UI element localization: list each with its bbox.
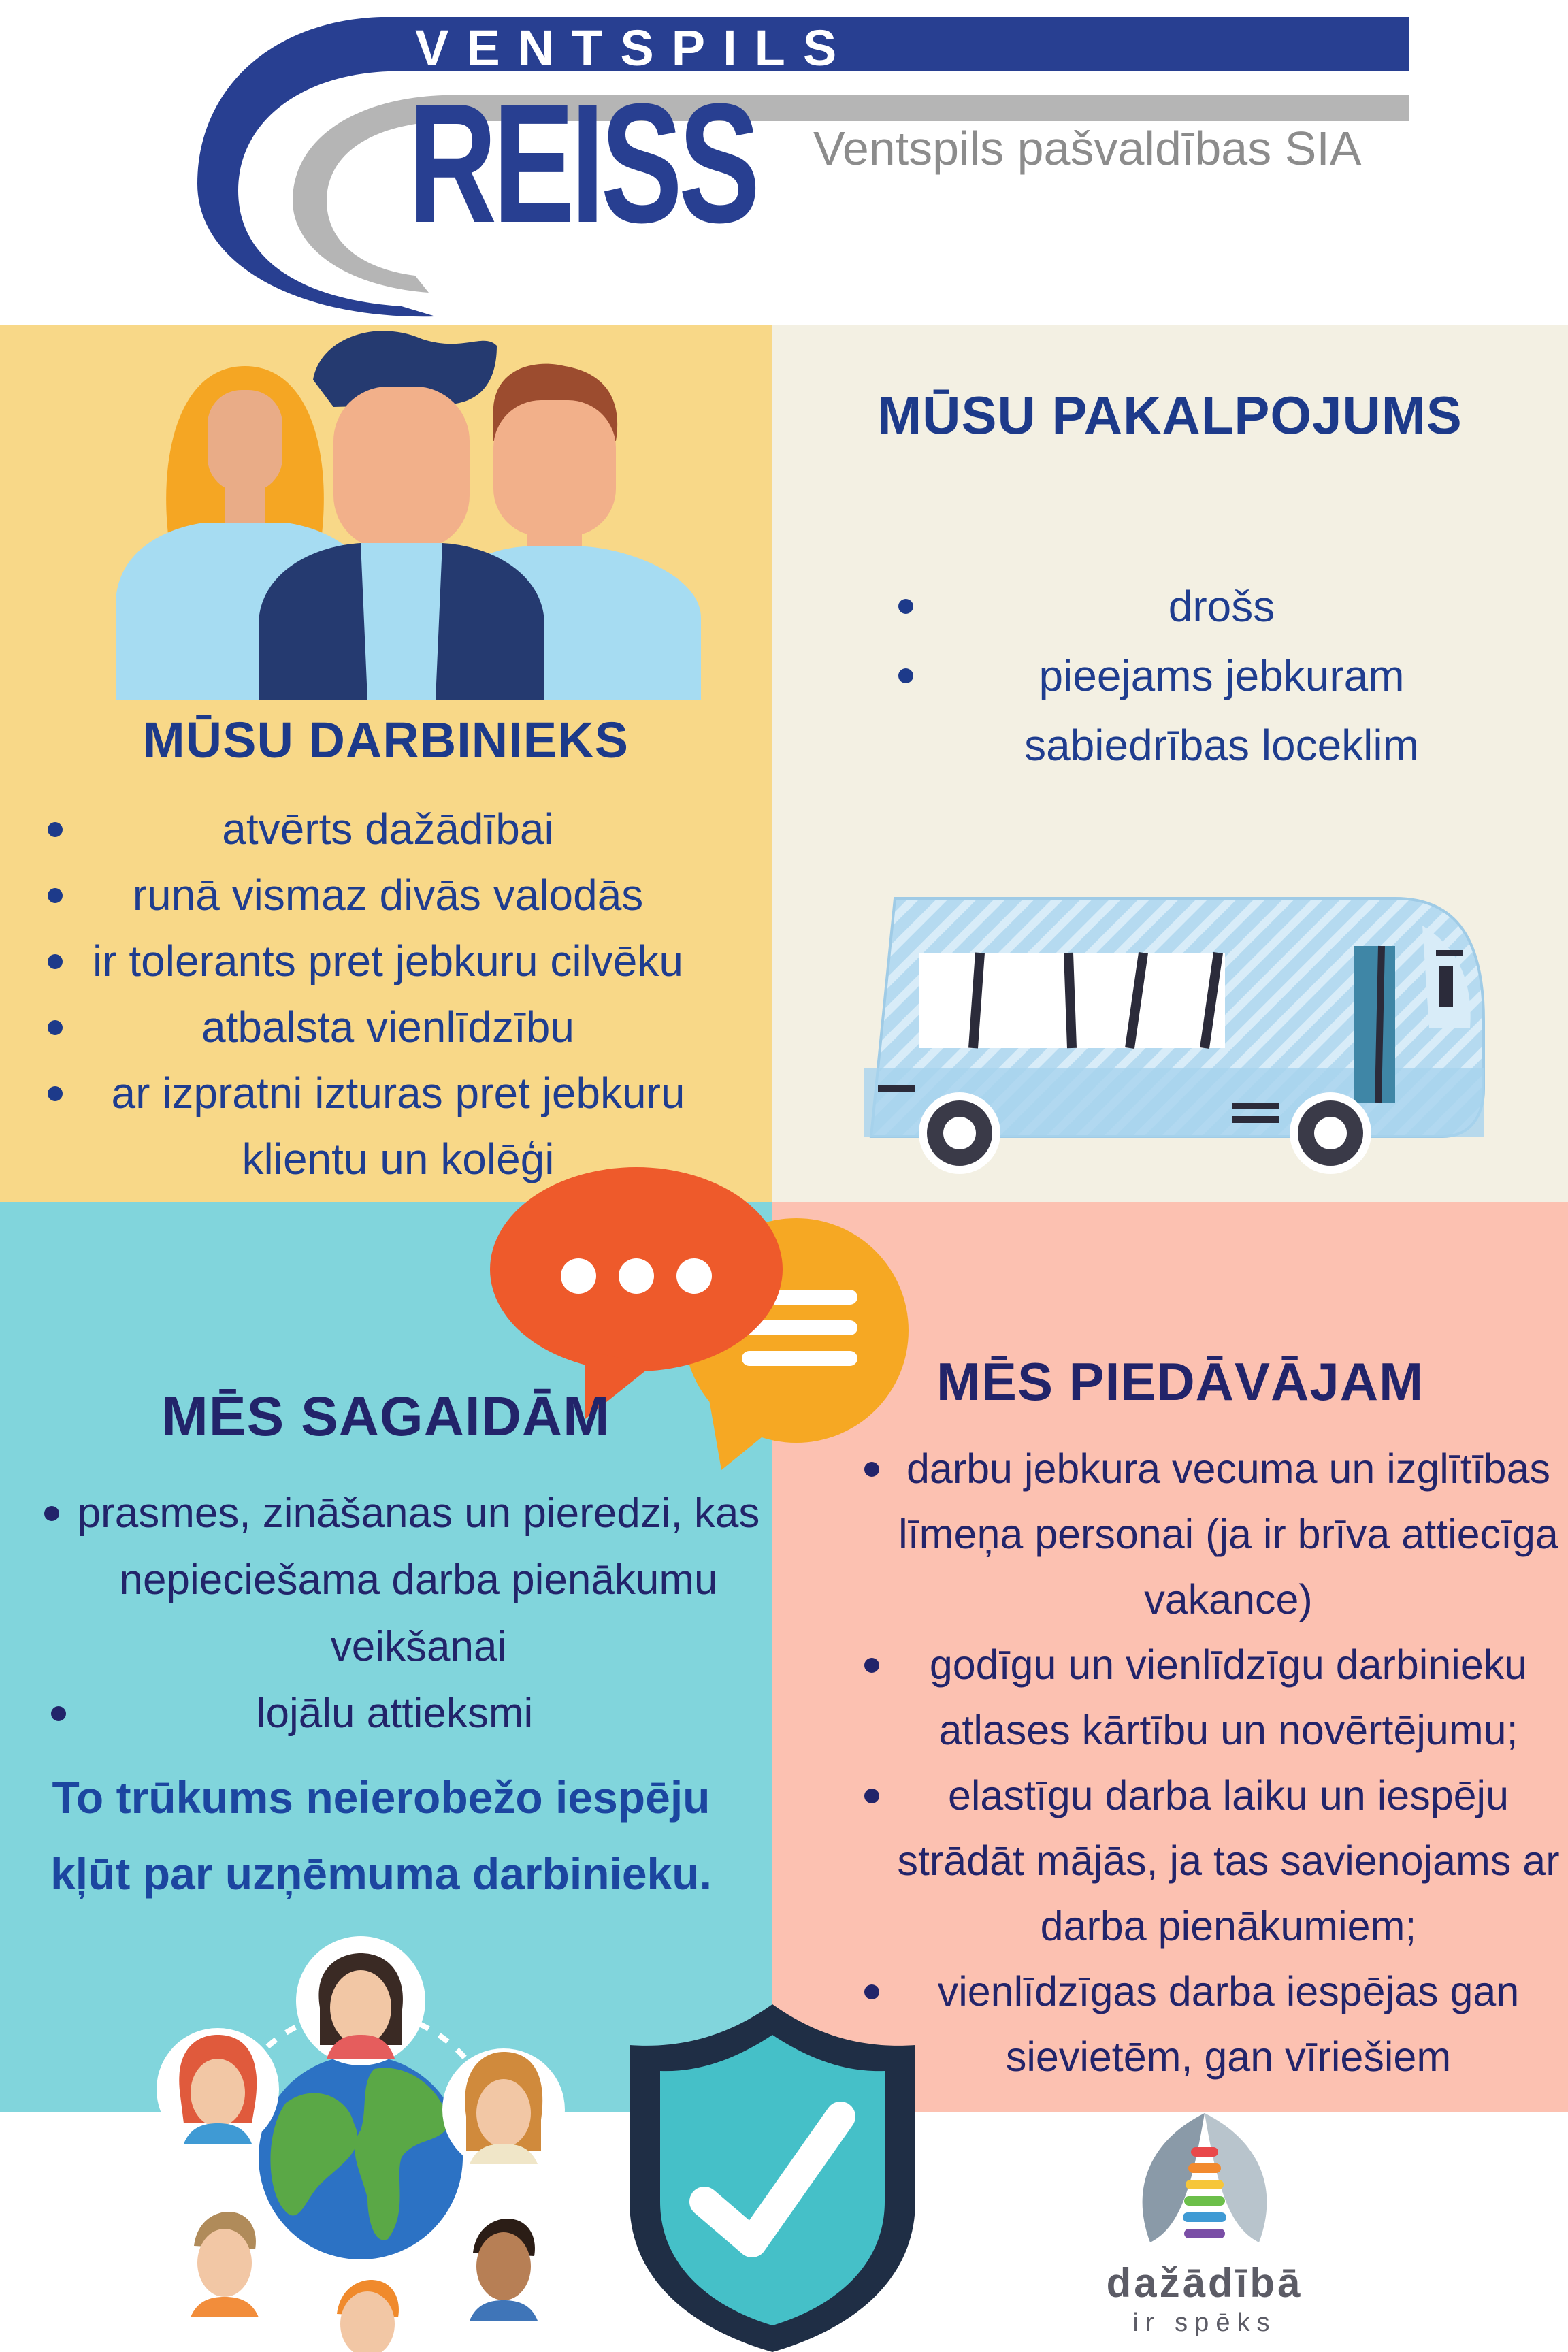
employee-item-text: atvērts dažādībai <box>222 804 554 853</box>
expect-item-text: lojālu attieksmi <box>256 1690 534 1737</box>
service-list <box>878 572 1545 780</box>
list-item <box>844 1763 1565 1959</box>
employee-item-text: ar izpratni izturas pret jebkuru klientu un kolēģi <box>111 1068 685 1183</box>
bullet-icon <box>48 822 63 837</box>
service-heading: MŪSU PAKALPOJUMS <box>877 385 1463 445</box>
list-item <box>27 1480 762 1680</box>
avatar-man-bottom <box>313 2273 422 2352</box>
avatar-woman-left <box>157 2028 279 2151</box>
offer-item-text: darbu jebkura vecuma un izglītības līmeņa personai (ja ir brīva attiecīga vakance) <box>898 1446 1558 1622</box>
expect-list <box>27 1480 762 1747</box>
diversity-logo-line1: dažādībā <box>1106 2260 1303 2306</box>
offer-item-text: elastīgu darba laiku un iespēju strādāt mājās, ja tas savienojams ar darba pienākumiem; <box>897 1772 1560 1949</box>
avatar-man-left <box>167 2208 282 2324</box>
bullet-icon <box>48 1020 63 1035</box>
offer-item-text: vienlīdzīgas darba iespējas gan sievietēm, gan vīriešiem <box>937 1968 1520 2080</box>
service-item-text: pieejams jebkuram sabiedrības loceklim <box>1024 651 1419 770</box>
bullet-icon <box>898 599 913 614</box>
list-item <box>844 1632 1565 1763</box>
diverse-people-globe-illustration <box>143 1926 578 2352</box>
list-item <box>27 994 749 1060</box>
avatar-woman-right <box>442 2048 565 2171</box>
list-item <box>27 862 749 928</box>
expect-heading: MĒS SAGAIDĀM <box>161 1386 610 1448</box>
bullet-icon <box>44 1506 59 1521</box>
bullet-icon <box>48 888 63 903</box>
list-item <box>844 1436 1565 1632</box>
bullet-icon <box>51 1706 66 1721</box>
expect-note: To trūkums neierobežo iespēju kļūt par uzņēmuma darbinieku. <box>50 1772 712 1899</box>
company-logo <box>184 7 1409 327</box>
offer-list <box>844 1436 1565 2089</box>
bullet-icon <box>864 1658 879 1673</box>
diversity-logo-graphic <box>1123 2106 1286 2256</box>
service-item-text: drošs <box>1168 582 1275 631</box>
bullet-icon <box>48 954 63 969</box>
list-item <box>27 796 749 862</box>
list-item <box>844 1959 1565 2089</box>
bullet-icon <box>864 1788 879 1803</box>
logo-main-text: REISS <box>408 68 757 258</box>
shield-check-icon <box>616 1997 929 2352</box>
employee-item-text: runā vismaz divās valodās <box>132 870 644 919</box>
logo-top-text: VENTSPILS <box>415 20 855 76</box>
avatar-woman-top <box>296 1936 425 2065</box>
list-item <box>27 928 749 994</box>
bullet-icon <box>864 1462 879 1477</box>
offer-item-text: godīgu un vienlīdzīgu darbinieku atlases kārtību un novērtējumu; <box>929 1642 1528 1753</box>
bullet-icon <box>898 668 913 683</box>
logo-sub-text: Ventspils pašvaldības SIA <box>813 122 1362 175</box>
list-item <box>27 1680 762 1747</box>
diversity-logo-line2: ir spēks <box>1132 2308 1277 2337</box>
employee-item-text: ir tolerants pret jebkuru cilvēku <box>93 936 683 985</box>
employee-item-text: atbalsta vienlīdzību <box>201 1002 574 1051</box>
bullet-icon <box>48 1086 63 1101</box>
avatar-man-right <box>446 2212 561 2328</box>
offer-heading: MĒS PIEDĀVĀJAM <box>936 1352 1424 1411</box>
expect-item-text: prasmes, zināšanas un pieredzi, kas nepieciešama darba pienākumu veikšanai <box>77 1490 760 1670</box>
employee-heading: MŪSU DARBINIEKS <box>143 712 629 768</box>
list-item <box>878 572 1545 641</box>
bus-illustration <box>864 885 1490 1177</box>
people-illustration <box>116 325 701 700</box>
employee-list <box>27 796 749 1192</box>
list-item <box>878 641 1545 780</box>
